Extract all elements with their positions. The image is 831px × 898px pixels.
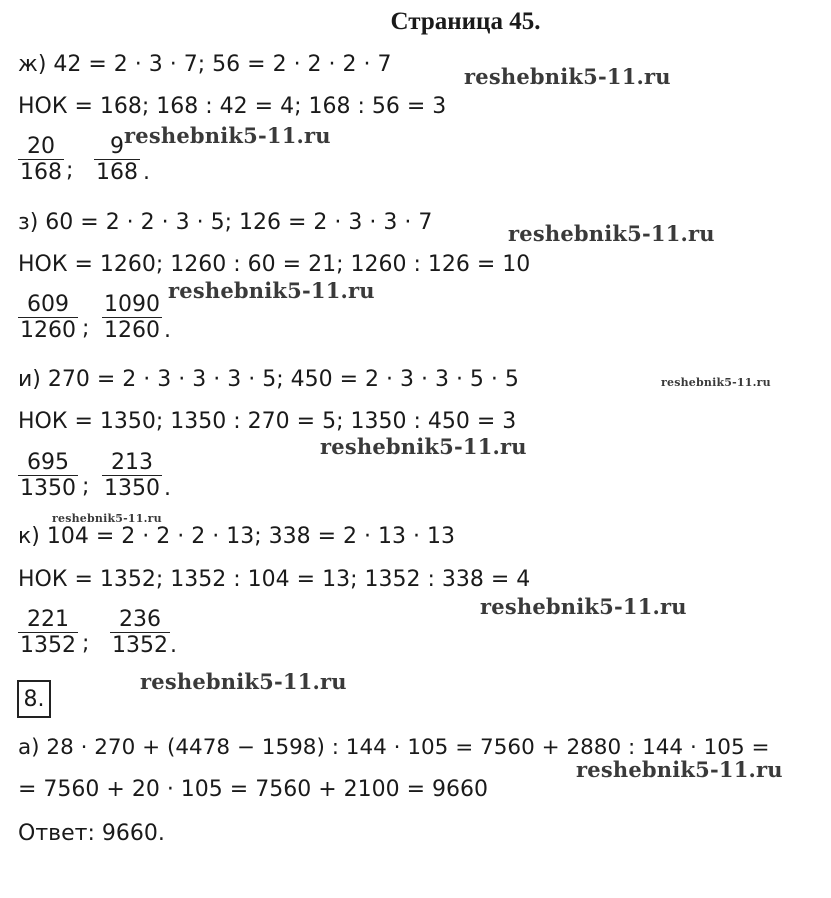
semicolon: ;	[82, 631, 90, 656]
line-i-lcm: НОК = 1350; 1350 : 270 = 5; 1350 : 450 = 3	[18, 409, 517, 434]
line-a-expression: а) 28 · 270 + (4478 − 1598) : 144 · 105 = 7560 + 2880 : 144 · 105 =	[18, 735, 770, 760]
numerator: 20	[27, 134, 55, 159]
watermark: reshebnik5-11.ru	[124, 123, 331, 148]
fraction-z-1	[18, 292, 78, 343]
line-a-continuation: = 7560 + 20 · 105 = 7560 + 2100 = 9660	[18, 777, 489, 802]
denominator: 1352	[112, 633, 168, 658]
period: .	[170, 633, 177, 658]
denominator: 1350	[20, 476, 76, 501]
fraction-i-1	[18, 450, 78, 501]
numerator: 213	[111, 450, 153, 475]
numerator: 609	[27, 292, 69, 317]
numerator: 695	[27, 450, 69, 475]
line-k-lcm: НОК = 1352; 1352 : 104 = 13; 1352 : 338 = 4	[18, 567, 531, 592]
page-title: Страница 45.	[390, 8, 541, 35]
numerator: 9	[110, 134, 124, 159]
denominator: 1352	[20, 633, 76, 658]
numerator: 221	[27, 607, 69, 632]
answer-line: Ответ: 9660.	[18, 821, 165, 846]
semicolon: ;	[82, 474, 90, 499]
line-zh-lcm: НОК = 168; 168 : 42 = 4; 168 : 56 = 3	[18, 94, 447, 119]
denominator: 168	[96, 160, 138, 185]
watermark: reshebnik5-11.ru	[508, 221, 715, 246]
line-i-factorization: и) 270 = 2 · 3 · 3 · 3 · 5; 450 = 2 · 3 · 3 · 5 · 5	[18, 367, 519, 392]
denominator: 1260	[104, 318, 160, 343]
line-z-factorization: з) 60 = 2 · 2 · 3 · 5; 126 = 2 · 3 · 3 · 7	[18, 210, 433, 235]
denominator: 168	[20, 160, 62, 185]
line-zh-factorization: ж) 42 = 2 · 3 · 7; 56 = 2 · 2 · 2 · 7	[18, 52, 392, 77]
period: .	[164, 318, 171, 343]
fraction-k-2	[110, 607, 170, 658]
watermark: reshebnik5-11.ru	[576, 757, 783, 782]
watermark: reshebnik5-11.ru	[52, 512, 162, 525]
watermark: reshebnik5-11.ru	[320, 434, 527, 459]
watermark: reshebnik5-11.ru	[140, 669, 347, 694]
line-z-lcm: НОК = 1260; 1260 : 60 = 21; 1260 : 126 = 10	[18, 252, 531, 277]
fraction-k-1	[18, 607, 78, 658]
watermark: reshebnik5-11.ru	[661, 376, 771, 389]
fraction-i-2	[102, 450, 162, 501]
denominator: 1260	[20, 318, 76, 343]
line-k-factorization: к) 104 = 2 · 2 · 2 · 13; 338 = 2 · 13 · 13	[18, 524, 455, 549]
numerator: 1090	[104, 292, 160, 317]
period: .	[164, 476, 171, 501]
watermark: reshebnik5-11.ru	[168, 278, 375, 303]
period: .	[143, 160, 150, 185]
watermark: reshebnik5-11.ru	[480, 594, 687, 619]
fraction-z-2	[102, 292, 162, 343]
task-number-box: 8.	[17, 680, 51, 718]
semicolon: ;	[66, 158, 74, 183]
fraction-zh-1	[18, 134, 64, 185]
semicolon: ;	[82, 316, 90, 341]
watermark: reshebnik5-11.ru	[464, 64, 671, 89]
numerator: 236	[119, 607, 161, 632]
denominator: 1350	[104, 476, 160, 501]
